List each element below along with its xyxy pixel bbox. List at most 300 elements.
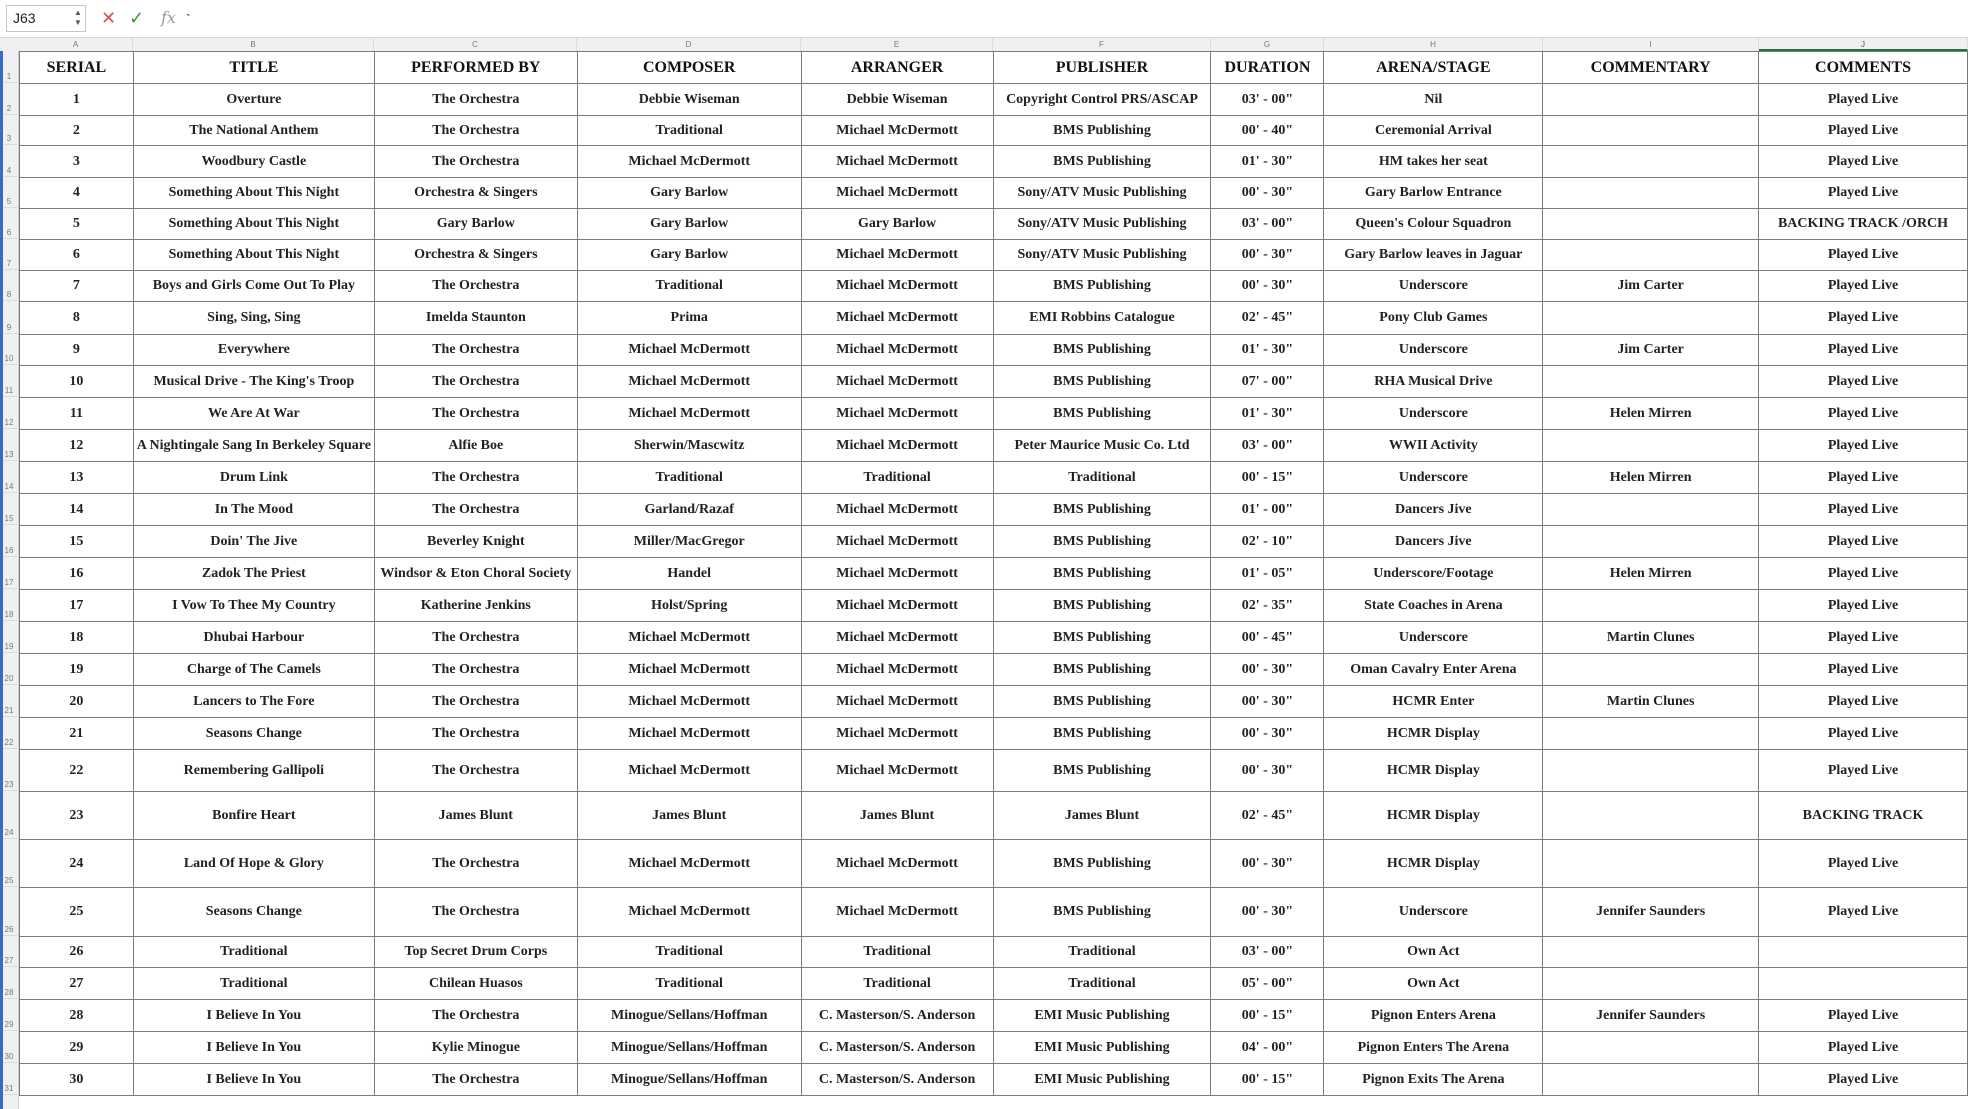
cell-performed-by[interactable]: The Orchestra <box>374 494 577 526</box>
cell-comments[interactable]: Played Live <box>1759 240 1968 271</box>
cell-commentary[interactable]: Jennifer Saunders <box>1543 1000 1759 1032</box>
cell-performed-by[interactable]: Alfie Boe <box>374 430 577 462</box>
cell-duration[interactable]: 01' - 30" <box>1211 335 1324 366</box>
cell-comments[interactable]: Played Live <box>1759 335 1968 366</box>
cell-performed-by[interactable]: The Orchestra <box>374 271 577 302</box>
cell-arranger[interactable]: Michael McDermott <box>801 590 993 622</box>
cell-performed-by[interactable]: The Orchestra <box>374 146 577 178</box>
cell-arranger[interactable]: Michael McDermott <box>801 888 993 937</box>
cell-performed-by[interactable]: The Orchestra <box>374 398 577 430</box>
cell-arranger[interactable]: Michael McDermott <box>801 335 993 366</box>
cell-title[interactable]: A Nightingale Sang In Berkeley Square <box>133 430 374 462</box>
cell-commentary[interactable] <box>1543 968 1759 1000</box>
name-box-spinner-icon[interactable]: ▲ ▼ <box>74 8 82 27</box>
cell-composer[interactable]: Michael McDermott <box>577 718 801 750</box>
column-letter-e[interactable]: E <box>801 38 993 51</box>
cell-commentary[interactable]: Jim Carter <box>1543 271 1759 302</box>
cell-duration[interactable]: 00' - 30" <box>1211 686 1324 718</box>
cell-title[interactable]: Traditional <box>133 937 374 968</box>
formula-input[interactable]: ` <box>186 11 191 27</box>
cell-publisher[interactable]: BMS Publishing <box>993 558 1211 590</box>
cell-publisher[interactable]: BMS Publishing <box>993 494 1211 526</box>
cell-serial[interactable]: 17 <box>20 590 134 622</box>
cell-serial[interactable]: 29 <box>20 1032 134 1064</box>
cell-comments[interactable]: Played Live <box>1759 146 1968 178</box>
cell-performed-by[interactable]: The Orchestra <box>374 888 577 937</box>
cell-composer[interactable]: Michael McDermott <box>577 750 801 792</box>
cell-arranger[interactable]: Michael McDermott <box>801 178 993 209</box>
cell-arena-stage[interactable]: Underscore <box>1324 462 1543 494</box>
cell-performed-by[interactable]: Katherine Jenkins <box>374 590 577 622</box>
cell-duration[interactable]: 00' - 45" <box>1211 622 1324 654</box>
cell-publisher[interactable]: EMI Music Publishing <box>993 1000 1211 1032</box>
cell-comments[interactable]: Played Live <box>1759 178 1968 209</box>
cell-arena-stage[interactable]: HCMR Display <box>1324 792 1543 840</box>
column-header-arranger[interactable]: ARRANGER <box>801 52 993 84</box>
name-box[interactable] <box>6 5 86 32</box>
cell-commentary[interactable] <box>1543 116 1759 146</box>
cell-composer[interactable]: Gary Barlow <box>577 209 801 240</box>
cell-arranger[interactable]: C. Masterson/S. Anderson <box>801 1000 993 1032</box>
cell-serial[interactable]: 20 <box>20 686 134 718</box>
cell-arranger[interactable]: Michael McDermott <box>801 240 993 271</box>
cell-arranger[interactable]: James Blunt <box>801 792 993 840</box>
cell-publisher[interactable]: BMS Publishing <box>993 398 1211 430</box>
cell-title[interactable]: Something About This Night <box>133 178 374 209</box>
cell-arena-stage[interactable]: RHA Musical Drive <box>1324 366 1543 398</box>
cell-composer[interactable]: Minogue/Sellans/Hoffman <box>577 1064 801 1096</box>
cell-commentary[interactable] <box>1543 146 1759 178</box>
column-header-composer[interactable]: COMPOSER <box>577 52 801 84</box>
cell-arranger[interactable]: Traditional <box>801 968 993 1000</box>
cell-comments[interactable]: Played Live <box>1759 494 1968 526</box>
cell-publisher[interactable]: Traditional <box>993 937 1211 968</box>
cell-publisher[interactable]: BMS Publishing <box>993 526 1211 558</box>
column-letter-a[interactable]: A <box>19 38 133 51</box>
cell-title[interactable]: Remembering Gallipoli <box>133 750 374 792</box>
cell-composer[interactable]: Michael McDermott <box>577 888 801 937</box>
cell-duration[interactable]: 02' - 10" <box>1211 526 1324 558</box>
cell-performed-by[interactable]: Kylie Minogue <box>374 1032 577 1064</box>
cell-serial[interactable]: 27 <box>20 968 134 1000</box>
cell-performed-by[interactable]: James Blunt <box>374 792 577 840</box>
cell-commentary[interactable]: Helen Mirren <box>1543 558 1759 590</box>
column-letter-d[interactable]: D <box>577 38 801 51</box>
insert-function-icon[interactable]: fx <box>161 8 176 27</box>
cell-arranger[interactable]: Michael McDermott <box>801 366 993 398</box>
column-letter-h[interactable]: H <box>1324 38 1543 51</box>
cell-comments[interactable]: Played Live <box>1759 271 1968 302</box>
cell-publisher[interactable]: BMS Publishing <box>993 271 1211 302</box>
cell-comments[interactable]: Played Live <box>1759 654 1968 686</box>
cell-duration[interactable]: 07' - 00" <box>1211 366 1324 398</box>
cell-duration[interactable]: 00' - 30" <box>1211 654 1324 686</box>
column-letter-g[interactable]: G <box>1211 38 1324 51</box>
cell-publisher[interactable]: BMS Publishing <box>993 146 1211 178</box>
cell-arranger[interactable]: Michael McDermott <box>801 146 993 178</box>
cell-publisher[interactable]: BMS Publishing <box>993 654 1211 686</box>
cell-performed-by[interactable]: The Orchestra <box>374 622 577 654</box>
cell-arena-stage[interactable]: Own Act <box>1324 937 1543 968</box>
cell-arranger[interactable]: Michael McDermott <box>801 430 993 462</box>
cell-title[interactable]: Charge of The Camels <box>133 654 374 686</box>
column-header-performed-by[interactable]: PERFORMED BY <box>374 52 577 84</box>
cell-comments[interactable]: Played Live <box>1759 1032 1968 1064</box>
column-header-duration[interactable]: DURATION <box>1211 52 1324 84</box>
cell-duration[interactable]: 00' - 30" <box>1211 750 1324 792</box>
cell-arranger[interactable]: Michael McDermott <box>801 116 993 146</box>
cell-comments[interactable]: Played Live <box>1759 622 1968 654</box>
cell-arena-stage[interactable]: Queen's Colour Squadron <box>1324 209 1543 240</box>
cell-composer[interactable]: Michael McDermott <box>577 686 801 718</box>
cell-composer[interactable]: James Blunt <box>577 792 801 840</box>
cell-duration[interactable]: 03' - 00" <box>1211 84 1324 116</box>
cell-title[interactable]: I Vow To Thee My Country <box>133 590 374 622</box>
cell-arranger[interactable]: Michael McDermott <box>801 302 993 335</box>
cell-performed-by[interactable]: The Orchestra <box>374 1064 577 1096</box>
cell-serial[interactable]: 12 <box>20 430 134 462</box>
cell-comments[interactable]: Played Live <box>1759 686 1968 718</box>
cell-duration[interactable]: 02' - 45" <box>1211 792 1324 840</box>
cell-duration[interactable]: 00' - 30" <box>1211 271 1324 302</box>
cell-publisher[interactable]: BMS Publishing <box>993 335 1211 366</box>
cell-commentary[interactable] <box>1543 937 1759 968</box>
cell-title[interactable]: Zadok The Priest <box>133 558 374 590</box>
cell-comments[interactable] <box>1759 937 1968 968</box>
cell-performed-by[interactable]: The Orchestra <box>374 1000 577 1032</box>
cell-composer[interactable]: Michael McDermott <box>577 840 801 888</box>
column-letter-f[interactable]: F <box>993 38 1211 51</box>
cell-arena-stage[interactable]: HCMR Enter <box>1324 686 1543 718</box>
cell-serial[interactable]: 4 <box>20 178 134 209</box>
cell-title[interactable]: Something About This Night <box>133 240 374 271</box>
cell-publisher[interactable]: Copyright Control PRS/ASCAP <box>993 84 1211 116</box>
cell-composer[interactable]: Gary Barlow <box>577 240 801 271</box>
cell-duration[interactable]: 01' - 05" <box>1211 558 1324 590</box>
cell-title[interactable]: I Believe In You <box>133 1000 374 1032</box>
column-header-publisher[interactable]: PUBLISHER <box>993 52 1211 84</box>
cell-title[interactable]: I Believe In You <box>133 1032 374 1064</box>
cell-arena-stage[interactable]: HCMR Display <box>1324 718 1543 750</box>
cancel-icon[interactable]: ✕ <box>101 8 117 28</box>
cell-arena-stage[interactable]: Ceremonial Arrival <box>1324 116 1543 146</box>
cell-composer[interactable]: Handel <box>577 558 801 590</box>
cell-serial[interactable]: 7 <box>20 271 134 302</box>
cell-composer[interactable]: Traditional <box>577 271 801 302</box>
cell-serial[interactable]: 16 <box>20 558 134 590</box>
cell-title[interactable]: Doin' The Jive <box>133 526 374 558</box>
cell-title[interactable]: I Believe In You <box>133 1064 374 1096</box>
cell-title[interactable]: In The Mood <box>133 494 374 526</box>
cell-publisher[interactable]: BMS Publishing <box>993 366 1211 398</box>
column-header-commentary[interactable]: COMMENTARY <box>1543 52 1759 84</box>
cell-arena-stage[interactable]: Pignon Exits The Arena <box>1324 1064 1543 1096</box>
cell-serial[interactable]: 23 <box>20 792 134 840</box>
cell-comments[interactable]: Played Live <box>1759 1064 1968 1096</box>
cell-publisher[interactable]: BMS Publishing <box>993 840 1211 888</box>
cell-arena-stage[interactable]: HCMR Display <box>1324 840 1543 888</box>
cell-publisher[interactable]: EMI Music Publishing <box>993 1064 1211 1096</box>
cell-composer[interactable]: Minogue/Sellans/Hoffman <box>577 1000 801 1032</box>
cell-composer[interactable]: Minogue/Sellans/Hoffman <box>577 1032 801 1064</box>
column-letter-i[interactable]: I <box>1543 38 1759 51</box>
cell-arranger[interactable]: Michael McDermott <box>801 558 993 590</box>
cell-composer[interactable]: Holst/Spring <box>577 590 801 622</box>
cell-composer[interactable]: Gary Barlow <box>577 178 801 209</box>
cell-performed-by[interactable]: The Orchestra <box>374 116 577 146</box>
cell-duration[interactable]: 03' - 00" <box>1211 209 1324 240</box>
cell-duration[interactable]: 02' - 35" <box>1211 590 1324 622</box>
cell-arena-stage[interactable]: Underscore <box>1324 398 1543 430</box>
cell-composer[interactable]: Miller/MacGregor <box>577 526 801 558</box>
cell-duration[interactable]: 00' - 30" <box>1211 840 1324 888</box>
cell-performed-by[interactable]: The Orchestra <box>374 654 577 686</box>
cell-composer[interactable]: Traditional <box>577 937 801 968</box>
column-header-arena-stage[interactable]: ARENA/STAGE <box>1324 52 1543 84</box>
cell-composer[interactable]: Garland/Razaf <box>577 494 801 526</box>
cell-commentary[interactable] <box>1543 1032 1759 1064</box>
cell-serial[interactable]: 21 <box>20 718 134 750</box>
cell-comments[interactable]: Played Live <box>1759 366 1968 398</box>
cell-commentary[interactable] <box>1543 792 1759 840</box>
cell-comments[interactable]: Played Live <box>1759 302 1968 335</box>
cell-arena-stage[interactable]: Underscore/Footage <box>1324 558 1543 590</box>
cell-serial[interactable]: 11 <box>20 398 134 430</box>
cell-comments[interactable]: Played Live <box>1759 1000 1968 1032</box>
cell-serial[interactable]: 18 <box>20 622 134 654</box>
cell-composer[interactable]: Traditional <box>577 462 801 494</box>
cell-composer[interactable]: Prima <box>577 302 801 335</box>
cell-performed-by[interactable]: The Orchestra <box>374 686 577 718</box>
cell-serial[interactable]: 6 <box>20 240 134 271</box>
cell-duration[interactable]: 00' - 15" <box>1211 1064 1324 1096</box>
cell-publisher[interactable]: Sony/ATV Music Publishing <box>993 240 1211 271</box>
cell-comments[interactable] <box>1759 968 1968 1000</box>
cell-commentary[interactable] <box>1543 302 1759 335</box>
cell-comments[interactable]: Played Live <box>1759 888 1968 937</box>
cell-comments[interactable]: Played Live <box>1759 398 1968 430</box>
cell-serial[interactable]: 10 <box>20 366 134 398</box>
cell-arranger[interactable]: C. Masterson/S. Anderson <box>801 1032 993 1064</box>
cell-composer[interactable]: Michael McDermott <box>577 654 801 686</box>
cell-publisher[interactable]: James Blunt <box>993 792 1211 840</box>
cell-publisher[interactable]: Sony/ATV Music Publishing <box>993 209 1211 240</box>
cell-arena-stage[interactable]: Dancers Jive <box>1324 526 1543 558</box>
cell-duration[interactable]: 00' - 30" <box>1211 178 1324 209</box>
cell-performed-by[interactable]: The Orchestra <box>374 750 577 792</box>
cell-composer[interactable]: Michael McDermott <box>577 146 801 178</box>
cell-publisher[interactable]: Sony/ATV Music Publishing <box>993 178 1211 209</box>
cell-comments[interactable]: Played Live <box>1759 430 1968 462</box>
cell-comments[interactable]: Played Live <box>1759 558 1968 590</box>
column-header-title[interactable]: TITLE <box>133 52 374 84</box>
cell-performed-by[interactable]: Beverley Knight <box>374 526 577 558</box>
cell-arena-stage[interactable]: Underscore <box>1324 622 1543 654</box>
cell-commentary[interactable] <box>1543 750 1759 792</box>
cell-performed-by[interactable]: The Orchestra <box>374 84 577 116</box>
cell-arena-stage[interactable]: HCMR Display <box>1324 750 1543 792</box>
cell-composer[interactable]: Michael McDermott <box>577 335 801 366</box>
cell-comments[interactable]: Played Live <box>1759 526 1968 558</box>
cell-duration[interactable]: 01' - 30" <box>1211 146 1324 178</box>
column-letter-j[interactable]: J <box>1759 38 1968 51</box>
cell-arena-stage[interactable]: Pony Club Games <box>1324 302 1543 335</box>
cell-composer[interactable]: Michael McDermott <box>577 366 801 398</box>
cell-serial[interactable]: 13 <box>20 462 134 494</box>
cell-commentary[interactable] <box>1543 718 1759 750</box>
cell-comments[interactable]: Played Live <box>1759 116 1968 146</box>
cell-arena-stage[interactable]: Underscore <box>1324 271 1543 302</box>
cell-arena-stage[interactable]: HM takes her seat <box>1324 146 1543 178</box>
cell-publisher[interactable]: EMI Music Publishing <box>993 1032 1211 1064</box>
cell-performed-by[interactable]: Imelda Staunton <box>374 302 577 335</box>
cell-arranger[interactable]: Michael McDermott <box>801 398 993 430</box>
cell-publisher[interactable]: BMS Publishing <box>993 116 1211 146</box>
cell-publisher[interactable]: Traditional <box>993 462 1211 494</box>
cell-arranger[interactable]: Michael McDermott <box>801 494 993 526</box>
cell-serial[interactable]: 5 <box>20 209 134 240</box>
cell-duration[interactable]: 00' - 15" <box>1211 462 1324 494</box>
cell-title[interactable]: Overture <box>133 84 374 116</box>
cell-arranger[interactable]: Michael McDermott <box>801 686 993 718</box>
cell-arena-stage[interactable]: WWII Activity <box>1324 430 1543 462</box>
cell-publisher[interactable]: BMS Publishing <box>993 686 1211 718</box>
cell-performed-by[interactable]: The Orchestra <box>374 335 577 366</box>
cell-performed-by[interactable]: Orchestra & Singers <box>374 178 577 209</box>
cell-performed-by[interactable]: Chilean Huasos <box>374 968 577 1000</box>
cell-duration[interactable]: 00' - 15" <box>1211 1000 1324 1032</box>
cell-commentary[interactable] <box>1543 178 1759 209</box>
cell-serial[interactable]: 28 <box>20 1000 134 1032</box>
cell-serial[interactable]: 3 <box>20 146 134 178</box>
cell-arranger[interactable]: Michael McDermott <box>801 271 993 302</box>
cell-comments[interactable]: Played Live <box>1759 718 1968 750</box>
cell-serial[interactable]: 2 <box>20 116 134 146</box>
cell-commentary[interactable]: Martin Clunes <box>1543 622 1759 654</box>
cell-serial[interactable]: 24 <box>20 840 134 888</box>
cell-serial[interactable]: 22 <box>20 750 134 792</box>
cell-commentary[interactable]: Jennifer Saunders <box>1543 888 1759 937</box>
cell-commentary[interactable] <box>1543 430 1759 462</box>
cell-arena-stage[interactable]: Dancers Jive <box>1324 494 1543 526</box>
cell-duration[interactable]: 03' - 00" <box>1211 937 1324 968</box>
cell-duration[interactable]: 04' - 00" <box>1211 1032 1324 1064</box>
enter-check-icon[interactable]: ✓ <box>129 8 145 28</box>
cell-publisher[interactable]: EMI Robbins Catalogue <box>993 302 1211 335</box>
cell-arranger[interactable]: Michael McDermott <box>801 526 993 558</box>
cell-commentary[interactable] <box>1543 1064 1759 1096</box>
cell-serial[interactable]: 19 <box>20 654 134 686</box>
cell-duration[interactable]: 01' - 00" <box>1211 494 1324 526</box>
cell-duration[interactable]: 05' - 00" <box>1211 968 1324 1000</box>
cell-comments[interactable]: Played Live <box>1759 84 1968 116</box>
cell-arranger[interactable]: Michael McDermott <box>801 718 993 750</box>
cell-composer[interactable]: Traditional <box>577 968 801 1000</box>
cell-title[interactable]: Dhubai Harbour <box>133 622 374 654</box>
cell-arranger[interactable]: Gary Barlow <box>801 209 993 240</box>
cell-title[interactable]: Everywhere <box>133 335 374 366</box>
cell-commentary[interactable] <box>1543 840 1759 888</box>
cell-publisher[interactable]: Peter Maurice Music Co. Ltd <box>993 430 1211 462</box>
cell-title[interactable]: Drum Link <box>133 462 374 494</box>
cell-title[interactable]: Woodbury Castle <box>133 146 374 178</box>
cell-commentary[interactable]: Helen Mirren <box>1543 462 1759 494</box>
cell-comments[interactable]: Played Live <box>1759 462 1968 494</box>
cell-title[interactable]: Bonfire Heart <box>133 792 374 840</box>
cell-title[interactable]: Musical Drive - The King's Troop <box>133 366 374 398</box>
cell-arena-stage[interactable]: Underscore <box>1324 888 1543 937</box>
cell-performed-by[interactable]: The Orchestra <box>374 462 577 494</box>
cell-composer[interactable]: Michael McDermott <box>577 398 801 430</box>
cell-comments[interactable]: Played Live <box>1759 840 1968 888</box>
cell-arranger[interactable]: Michael McDermott <box>801 654 993 686</box>
cell-commentary[interactable] <box>1543 240 1759 271</box>
cell-publisher[interactable]: Traditional <box>993 968 1211 1000</box>
cell-arranger[interactable]: Michael McDermott <box>801 622 993 654</box>
cell-serial[interactable]: 8 <box>20 302 134 335</box>
cell-publisher[interactable]: BMS Publishing <box>993 622 1211 654</box>
cell-comments[interactable]: Played Live <box>1759 750 1968 792</box>
column-letter-b[interactable]: B <box>133 38 374 51</box>
cell-title[interactable]: Boys and Girls Come Out To Play <box>133 271 374 302</box>
cell-arena-stage[interactable]: Pignon Enters The Arena <box>1324 1032 1543 1064</box>
cell-duration[interactable]: 00' - 30" <box>1211 888 1324 937</box>
cell-title[interactable]: Traditional <box>133 968 374 1000</box>
cell-arranger[interactable]: C. Masterson/S. Anderson <box>801 1064 993 1096</box>
cell-duration[interactable]: 00' - 30" <box>1211 718 1324 750</box>
cell-title[interactable]: Something About This Night <box>133 209 374 240</box>
cell-composer[interactable]: Michael McDermott <box>577 622 801 654</box>
cell-arena-stage[interactable]: State Coaches in Arena <box>1324 590 1543 622</box>
cell-publisher[interactable]: BMS Publishing <box>993 750 1211 792</box>
cell-performed-by[interactable]: The Orchestra <box>374 366 577 398</box>
cell-commentary[interactable]: Martin Clunes <box>1543 686 1759 718</box>
cell-duration[interactable]: 00' - 40" <box>1211 116 1324 146</box>
cell-commentary[interactable] <box>1543 366 1759 398</box>
cell-comments[interactable]: BACKING TRACK <box>1759 792 1968 840</box>
cell-commentary[interactable] <box>1543 526 1759 558</box>
cell-duration[interactable]: 02' - 45" <box>1211 302 1324 335</box>
cell-arranger[interactable]: Debbie Wiseman <box>801 84 993 116</box>
cell-title[interactable]: Lancers to The Fore <box>133 686 374 718</box>
cell-title[interactable]: Land Of Hope & Glory <box>133 840 374 888</box>
cell-arranger[interactable]: Traditional <box>801 462 993 494</box>
cell-commentary[interactable] <box>1543 84 1759 116</box>
cell-performed-by[interactable]: The Orchestra <box>374 840 577 888</box>
cell-serial[interactable]: 15 <box>20 526 134 558</box>
cell-publisher[interactable]: BMS Publishing <box>993 590 1211 622</box>
cell-arena-stage[interactable]: Pignon Enters Arena <box>1324 1000 1543 1032</box>
column-header-serial[interactable]: SERIAL <box>20 52 134 84</box>
column-header-comments[interactable]: COMMENTS <box>1759 52 1968 84</box>
cell-arena-stage[interactable]: Nil <box>1324 84 1543 116</box>
cell-commentary[interactable] <box>1543 590 1759 622</box>
cell-arena-stage[interactable]: Underscore <box>1324 335 1543 366</box>
cell-arena-stage[interactable]: Gary Barlow Entrance <box>1324 178 1543 209</box>
cell-performed-by[interactable]: The Orchestra <box>374 718 577 750</box>
cell-arena-stage[interactable]: Own Act <box>1324 968 1543 1000</box>
cell-publisher[interactable]: BMS Publishing <box>993 888 1211 937</box>
cell-serial[interactable]: 9 <box>20 335 134 366</box>
cell-comments[interactable]: Played Live <box>1759 590 1968 622</box>
cell-arena-stage[interactable]: Gary Barlow leaves in Jaguar <box>1324 240 1543 271</box>
cell-performed-by[interactable]: Orchestra & Singers <box>374 240 577 271</box>
cell-title[interactable]: Seasons Change <box>133 718 374 750</box>
cell-composer[interactable]: Debbie Wiseman <box>577 84 801 116</box>
cell-commentary[interactable]: Jim Carter <box>1543 335 1759 366</box>
cell-composer[interactable]: Sherwin/Mascwitz <box>577 430 801 462</box>
cell-title[interactable]: The National Anthem <box>133 116 374 146</box>
